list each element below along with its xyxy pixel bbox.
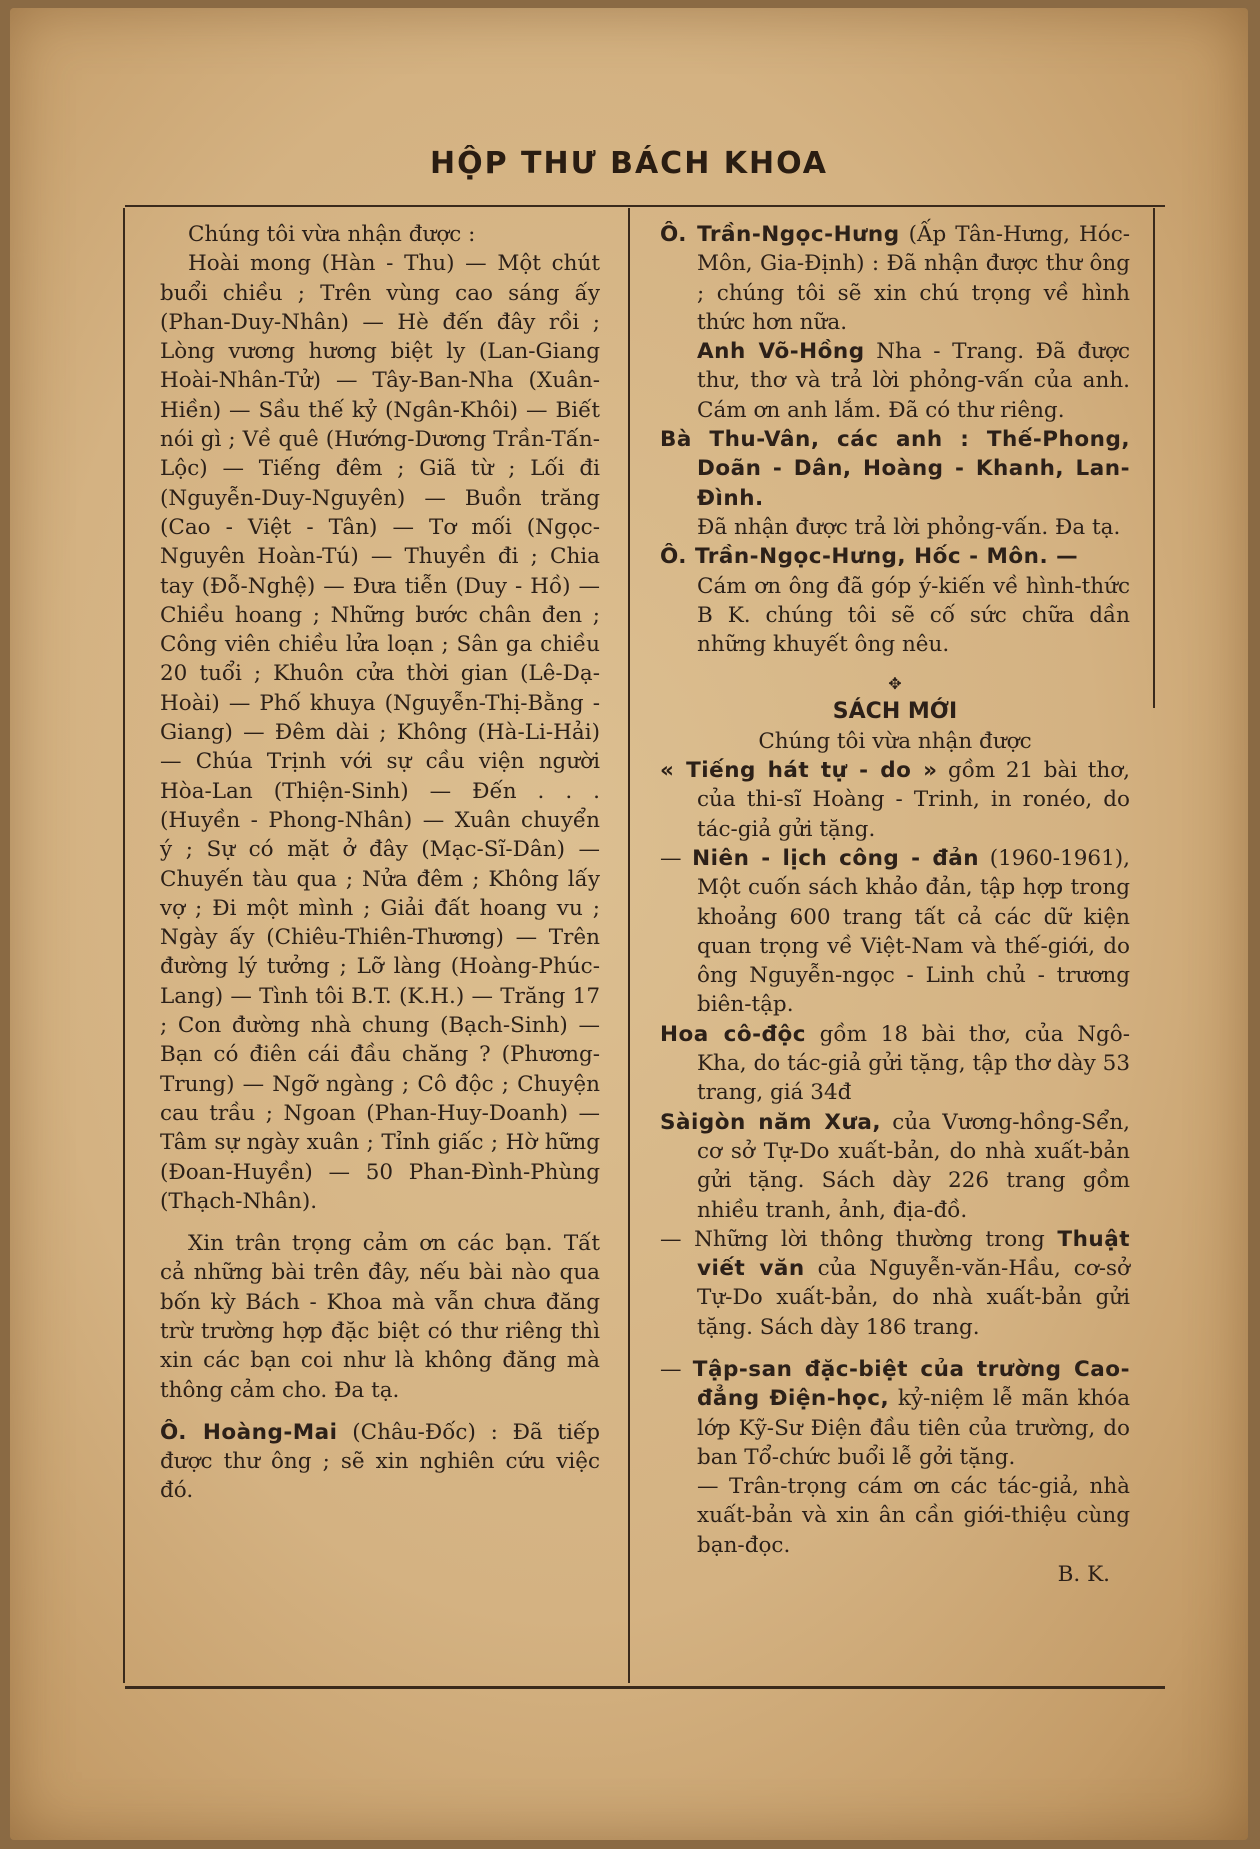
- section-title: SÁCH MỚI: [832, 699, 958, 725]
- book-nien-lich: [660, 844, 1130, 1020]
- reply-recipient: Anh Võ-Hồng: [697, 339, 865, 365]
- dash: —: [660, 845, 693, 871]
- received-poems-list: Hoài mong (Hàn - Thu) — Một chút buổi chiều ; Trên vùng cao sáng ấy (Phan-Duy-Nhân) — Hè đến đây rồi ; Lòng vương hương biệt ly (Lan-Giang Hoài-Nhân-Tử) — Tây-Ban-Nha (Xuân-Hiền) — Sầu thế kỷ (Ngân-Khôi) — Biết nói gì ; Về quê (Hướng-Dương Trần-Tấn-Lộc) — Tiếng đêm ; Giã từ ; Lối đi (Nguyễn-Duy-Nguyên) — Buồn trăng (Cao - Việt - Tân) — Tơ mối (Ngọc-Nguyên Hoàn-Tú) — Thuyền đi ; Chia tay (Đỗ-Nghệ) — Đưa tiễn (Duy - Hồ) — Chiều hoang ; Những bước chân đen ; Công viên chiều lửa loạn ; Sân ga chiều 20 tuổi ; Khuôn cửa thời gian (Lê-Dạ-Hoài) — Phố khuya (Nguyễn-Thị-Bằng - Giang) — Đêm dài ; Không (Hà-Li-Hải) — Chúa Trịnh với sự cầu viện người Hòa-Lan (Thiện-Sinh) — Đến . . . (Huyền - Phong-Nhân) — Xuân chuyển ý ; Sự có mặt ở đây (Mạc-Sĩ-Dân) — Chuyến tàu qua ; Nửa đêm ; Không lấy vợ ; Đi một mình ; Giải đất hoang vu ; Ngày ấy (Chiêu-Thiên-Thương) — Trên đường lý tưởng ; Lỡ làng (Hoàng-Phúc-Lang) — Tình tôi B.T. (K.H.) — Trăng 17 ; Con đường nhà chung (Bạch-Sinh) — Bạn có điên cái đầu chăng ? (Phương-Trung) — Ngỡ ngàng ; Cô độc ; Chuyện cau trầu ; Ngoan (Phan-Huy-Doanh) — Tâm sự ngày xuân ; Tỉnh giấc ; Hờ hững (Đoan-Huyền) — 50 Phan-Đình-Phùng (Thạch-Nhân).: [160, 251, 600, 1214]
- book-description: gồm 21 bài thơ, của thi-sĩ Hoàng - Trinh, in ronéo, do tác-giả gửi tặng.: [697, 758, 1130, 842]
- reply-recipient: Ô. Hoàng-Mai: [160, 1419, 338, 1445]
- right-column-rule: [1153, 208, 1155, 708]
- book-description: gồm 18 bài thơ, của Ngô-Kha, do tác-giả gửi tặng, tập thơ dày 53 trang, giá 34đ: [697, 1021, 1130, 1106]
- reply-recipient: Ô. Trần-Ngọc-Hưng, Hốc - Môn. —: [660, 544, 1079, 570]
- reply-thu-van-text: Đã nhận được trả lời phỏng-vấn. Đa tạ.: [697, 514, 1121, 540]
- right-column: [660, 220, 1130, 1589]
- reply-text: Nha - Trang. Đã được thư, thơ và trả lời phỏng-vấn của anh. Cám ơn anh lắm. Đã có thư riêng.: [697, 339, 1131, 423]
- book-title: Hoa cô-độc: [660, 1021, 806, 1047]
- thanks-paragraph: Xin trân trọng cảm ơn các bạn. Tất cả những bài trên đây, nếu bài nào qua bốn kỳ Bách - Khoa mà vẫn chưa đăng trừ trường hợp đặc biệt có thư riêng thì xin các bạn coi như là không đăng mà thông cảm cho. Đa tạ.: [160, 1231, 600, 1403]
- book-prefix: — Những lời thông thường trong: [660, 1226, 1058, 1252]
- book-description: (1960-1961), Một cuốn sách khảo đản, tập hợp trong khoảng 600 trang tất cả các dữ kiện quan trọng về Việt-Nam và thế-giới, do ông Nguyễn-ngọc - Linh chủ - trương biên-tập.: [697, 845, 1130, 1018]
- section-ornament: ✥: [888, 674, 902, 694]
- magazine-page: [10, 8, 1248, 1840]
- reply-text: (Ấp Tân-Hưng, Hóc-Môn, Gia-Định) : Đã nhận được thư ông ; chúng tôi sẽ xin chú trọng về hình thức hơn nữa.: [697, 222, 1131, 335]
- book-title: Tập-san đặc-biệt của trường Cao-đẳng Điện-học,: [692, 1356, 1130, 1412]
- reply-recipient: Ô. Trần-Ngọc-Hưng: [660, 222, 900, 247]
- book-title: Thuật viết văn: [697, 1226, 1130, 1282]
- book-tap-san: [660, 1355, 1130, 1472]
- new-books-intro: Chúng tôi vừa nhận được: [758, 728, 1032, 754]
- signature: B. K.: [1057, 1562, 1110, 1588]
- book-saigon-nam-xua: [660, 1108, 1130, 1225]
- reply-thu-van-name: [660, 425, 1130, 513]
- new-books-heading: [660, 697, 1130, 726]
- bottom-rule: [125, 1686, 1165, 1689]
- book-description: kỷ-niệm lễ mãn khóa lớp Kỹ-Sư Điện đầu tiên của trường, do ban Tổ-chức buổi lễ gởi tặng.: [697, 1386, 1131, 1470]
- book-title: « Tiếng hát tự - do »: [660, 758, 938, 784]
- book-title: Sàigòn năm Xưa,: [660, 1109, 881, 1135]
- book-thuat-viet-van: [660, 1225, 1130, 1342]
- top-rule: [125, 205, 1165, 207]
- reply-vo-hong: [660, 337, 1130, 425]
- reply-hoc-mon-text: Cám ơn ông đã góp ý-kiến về hình-thức B K. chúng tôi sẽ cố sức chữa dần những khuyết ông nêu.: [697, 573, 1130, 658]
- reply-recipient: Bà Thu-Vân, các anh : Thế-Phong, Doãn - Dân, Hoàng - Khanh, Lan-Đình.: [660, 427, 1130, 511]
- book-tieng-hat: [660, 756, 1130, 844]
- left-column-rule: [123, 208, 125, 1683]
- book-description: của Nguyễn-văn-Hầu, cơ-sở Tự-Do xuất-bản, do nhà xuất-bản gửi tặng. Sách dày 186 trang.: [697, 1256, 1131, 1340]
- closing-thanks: — Trân-trọng cám ơn các tác-giả, nhà xuất-bản và xin ân cần giới-thiệu cùng bạn-đọc.: [697, 1474, 1130, 1558]
- reply-hoc-mon-name: [660, 542, 1130, 571]
- column-divider: [628, 208, 630, 1683]
- reply-hoang-mai: [160, 1418, 600, 1506]
- reply-text: (Châu-Đốc) : Đã tiếp được thư ông ; sẽ xin nghiên cứu việc đó.: [160, 1419, 601, 1504]
- left-column: [160, 220, 600, 1506]
- book-hoa-co-doc: [660, 1020, 1130, 1108]
- book-title: Niên - lịch công - đản: [692, 845, 980, 871]
- dash: —: [660, 1356, 693, 1382]
- reply-tran-ngoc-hung: [660, 220, 1130, 337]
- book-description: của Vương-hồng-Sển, cơ sở Tự-Do xuất-bản, do nhà xuất-bản gửi tặng. Sách dày 226 trang gồm nhiều tranh, ảnh, địa-đồ.: [697, 1109, 1130, 1223]
- page-title: HỘP THƯ BÁCH KHOA: [429, 146, 829, 181]
- received-intro: Chúng tôi vừa nhận được :: [188, 222, 476, 247]
